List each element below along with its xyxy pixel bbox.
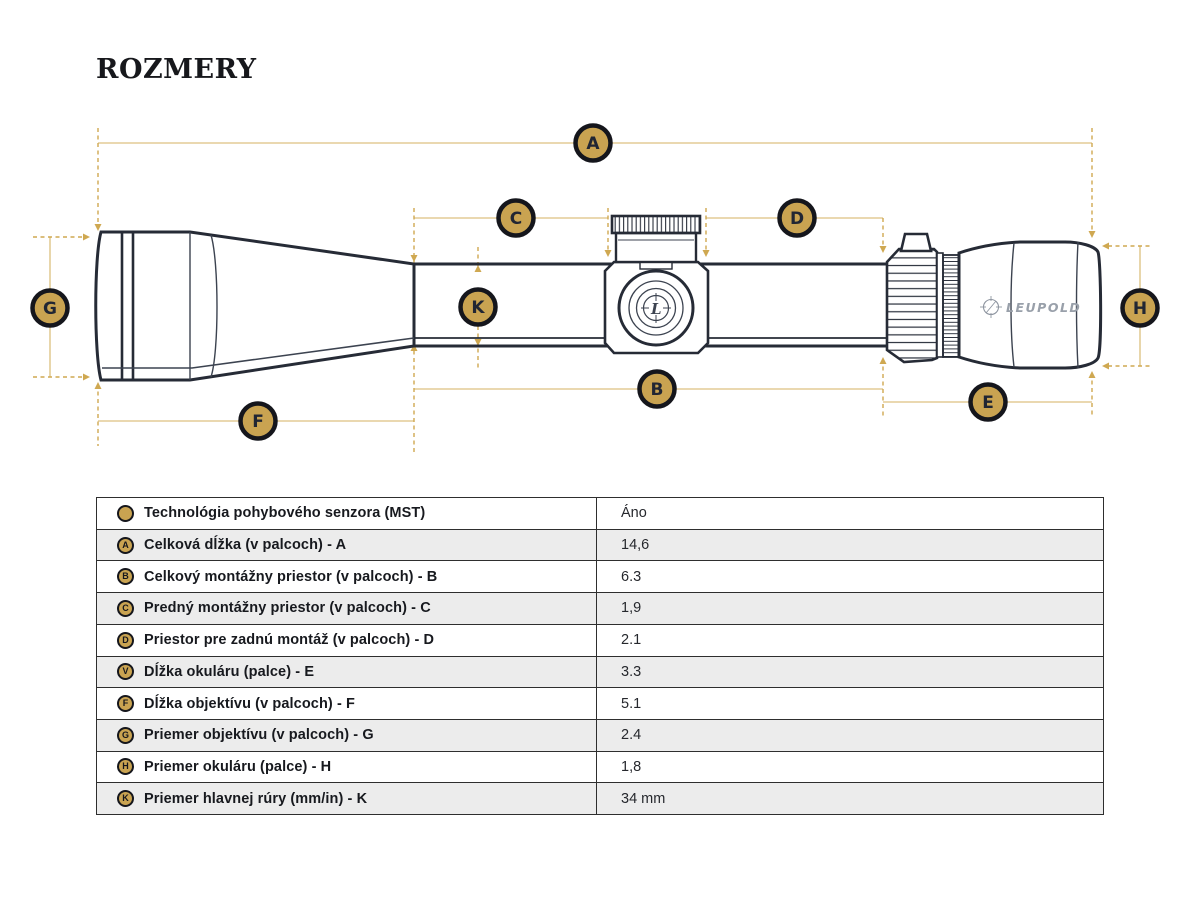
mst-dot-icon xyxy=(117,505,134,522)
dim-c-icon: C xyxy=(117,600,134,617)
page-title: ROZMERY xyxy=(96,54,257,85)
dim-label-A xyxy=(576,126,611,161)
table-row xyxy=(97,593,1103,625)
row-value: 1,9 xyxy=(621,600,642,617)
svg-text:L: L xyxy=(651,300,662,318)
svg-text:E: E xyxy=(982,393,994,413)
table-row xyxy=(97,657,1103,689)
turret-housing xyxy=(605,216,708,353)
row-value: 34 mm xyxy=(621,790,666,807)
row-value: 5.1 xyxy=(621,695,642,712)
row-value: 6.3 xyxy=(621,568,642,585)
table-row xyxy=(97,688,1103,720)
dim-d-icon: D xyxy=(117,632,134,649)
dim-label-E xyxy=(971,385,1006,420)
svg-text:A: A xyxy=(586,134,600,154)
dim-label-B xyxy=(640,372,675,407)
row-value: 2.4 xyxy=(621,727,642,744)
scope-body xyxy=(96,216,1101,380)
scope-eyepiece xyxy=(959,242,1101,368)
dim-label-F xyxy=(241,404,276,439)
throw-lever xyxy=(901,234,931,251)
dim-g-icon: G xyxy=(117,727,134,744)
svg-text:H: H xyxy=(1132,299,1148,319)
row-label: Dĺžka objektívu (v palcoch) - F xyxy=(144,695,355,712)
table-row xyxy=(97,783,1103,814)
svg-text:C: C xyxy=(509,209,523,229)
table-row xyxy=(97,752,1103,784)
table-row xyxy=(97,498,1103,530)
row-label: Priemer hlavnej rúry (mm/in) - K xyxy=(144,790,368,807)
row-label: Priemer objektívu (v palcoch) - G xyxy=(144,727,374,744)
row-label: Dĺžka okuláru (palce) - E xyxy=(144,663,315,680)
dim-b-icon: B xyxy=(117,568,134,585)
row-value: 3.3 xyxy=(621,663,642,680)
svg-text:F: F xyxy=(252,412,264,432)
row-value: 14,6 xyxy=(621,537,650,554)
leupold-brand-text: LEUPOLD xyxy=(1006,300,1082,315)
row-label: Celkový montážny priestor (v palcoch) - B xyxy=(144,568,438,585)
eyepiece-focus-ring xyxy=(943,255,959,357)
row-label: Celková dĺžka (v palcoch) - A xyxy=(144,537,347,554)
dim-f-icon: F xyxy=(117,695,134,712)
dim-h-icon: H xyxy=(117,758,134,775)
dimensions-spec-table xyxy=(96,497,1104,815)
row-label: Predný montážny priestor (v palcoch) - C xyxy=(144,600,431,617)
svg-text:K: K xyxy=(471,298,485,318)
table-row xyxy=(97,530,1103,562)
scope-objective-bell xyxy=(96,232,414,380)
dim-label-H xyxy=(1123,291,1158,326)
row-value: Áno xyxy=(621,505,647,522)
dim-label-D xyxy=(780,201,815,236)
svg-text:B: B xyxy=(650,380,664,400)
dim-label-G xyxy=(33,291,68,326)
table-row xyxy=(97,720,1103,752)
table-row xyxy=(97,625,1103,657)
dim-a-icon: A xyxy=(117,537,134,554)
dim-label-K xyxy=(461,290,496,325)
magnification-ring xyxy=(887,234,937,362)
dim-label-C xyxy=(499,201,534,236)
row-label: Priemer okuláru (palce) - H xyxy=(144,758,332,775)
dim-k-icon: K xyxy=(117,790,134,807)
table-row xyxy=(97,561,1103,593)
scope-dimension-diagram xyxy=(0,100,1200,480)
svg-text:G: G xyxy=(43,299,57,319)
row-label: Priestor pre zadnú montáž (v palcoch) - D xyxy=(144,632,435,649)
svg-text:D: D xyxy=(789,209,805,229)
row-label: Technológia pohybového senzora (MST) xyxy=(144,505,426,522)
row-value: 1,8 xyxy=(621,758,642,775)
elevation-turret-knob xyxy=(612,216,700,233)
row-value: 2.1 xyxy=(621,632,642,649)
dim-e-icon: V xyxy=(117,663,134,680)
